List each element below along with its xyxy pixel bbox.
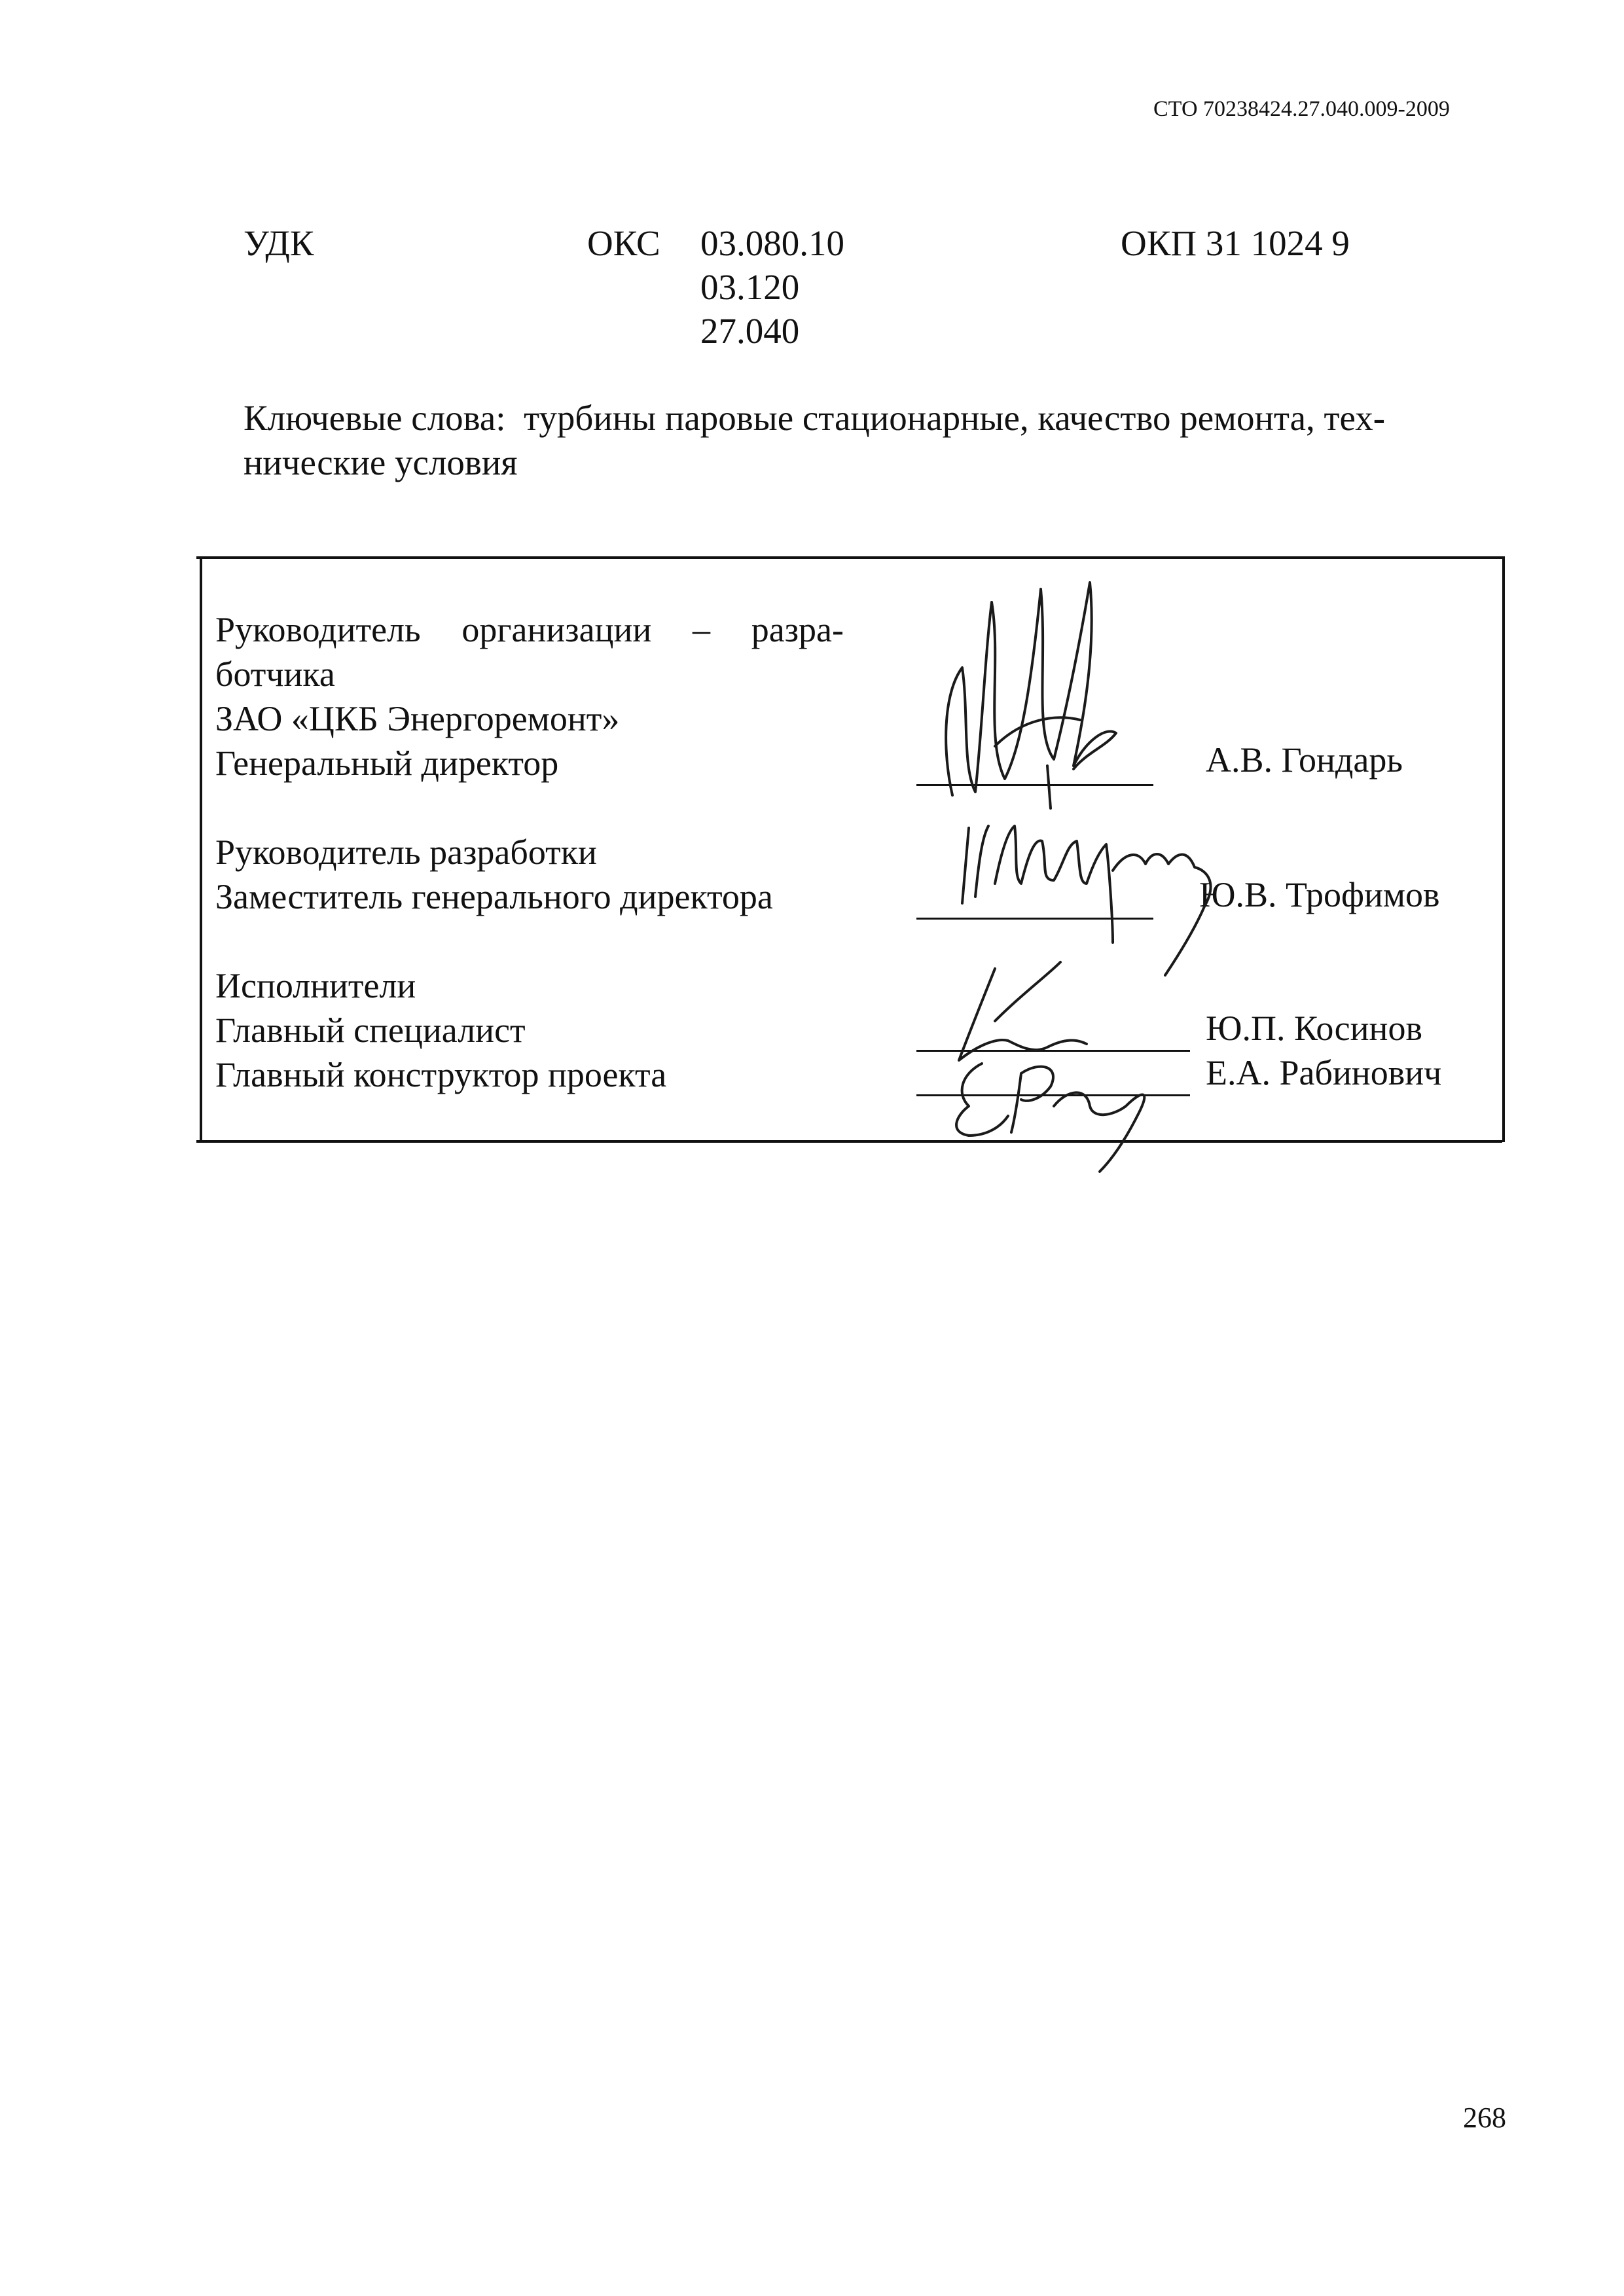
oks-code-1: 03.080.10 — [700, 223, 844, 263]
development-head-block: Руководитель разработки Заместитель генерального директора — [215, 833, 773, 916]
signature-2-icon — [962, 826, 1210, 975]
document-code: СТО 70238424.27.040.009-2009 — [1153, 97, 1450, 121]
signer-name-3: Ю.П. Косинов — [1206, 1009, 1422, 1048]
signer-name-2: Ю.В. Трофимов — [1199, 875, 1440, 914]
signature-1-icon — [946, 583, 1116, 808]
developer-head-block: Руководитель организации – разра- ботчика ЗАО «ЦКБ Энергоремонт» Генеральный директор — [215, 607, 844, 785]
developer-head-title-line: Руководитель организации – разра- — [215, 610, 844, 649]
okp-code: ОКП 31 1024 9 — [1121, 223, 1350, 263]
page-number: 268 — [1463, 2102, 1506, 2134]
keywords-line-1: турбины паровые стационарные, качество ремонта, тех- — [524, 398, 1386, 438]
signature-3-icon — [959, 962, 1087, 1060]
udk-label: УДК — [244, 223, 314, 263]
oks-code-3: 27.040 — [700, 311, 800, 351]
oks-code-2: 03.120 — [700, 267, 800, 307]
signature-4-icon — [956, 1064, 1144, 1172]
signer-name-4: Е.А. Рабинович — [1206, 1053, 1442, 1092]
oks-label: ОКС — [587, 223, 660, 263]
executors-block: Исполнители Главный специалист Главный конструктор проекта — [215, 966, 667, 1094]
signer-name-1: А.В. Гондарь — [1206, 740, 1403, 780]
keywords-label: Ключевые слова: — [244, 398, 506, 438]
keywords-line-2: нические условия — [244, 442, 518, 482]
